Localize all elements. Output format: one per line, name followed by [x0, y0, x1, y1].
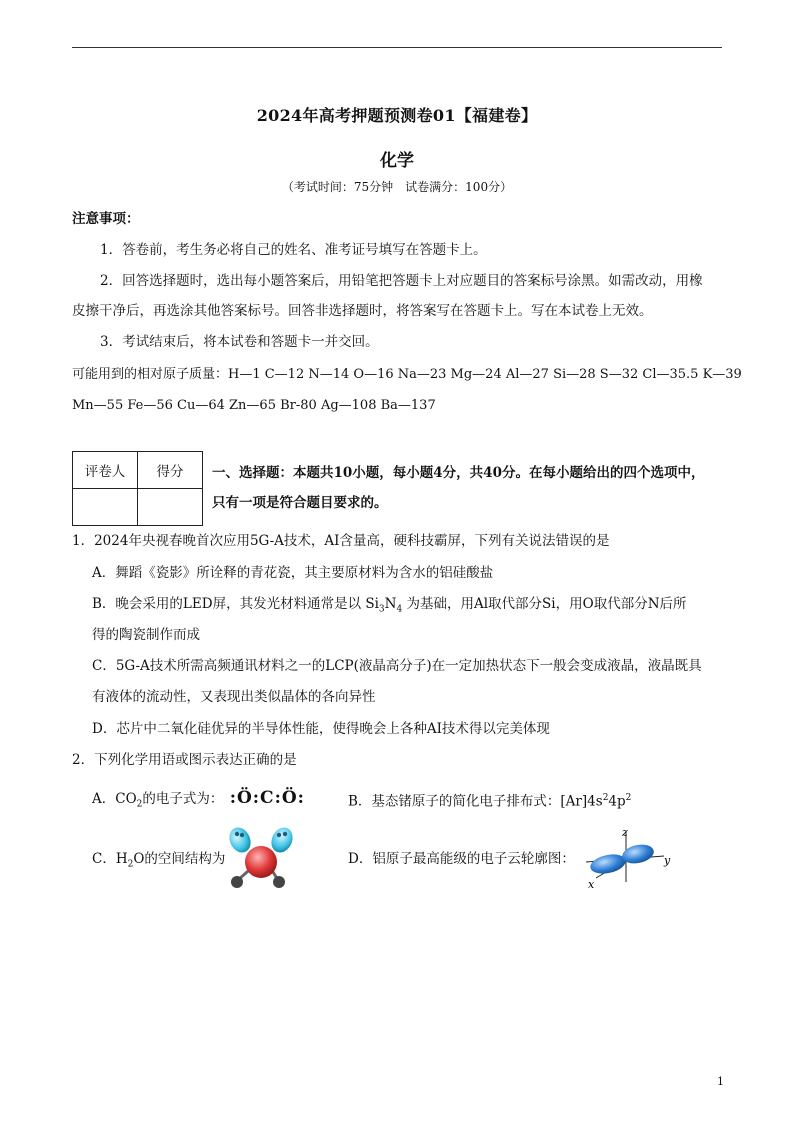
header-rule — [72, 47, 722, 48]
score-table — [72, 451, 203, 526]
q1-b-mid: N — [384, 596, 397, 612]
hydrogen-atom-left — [231, 876, 243, 888]
q2-b-sup1: 2 — [602, 793, 609, 803]
q2-c-sub: 2 — [127, 859, 134, 870]
hydrogen-atom-right — [273, 876, 285, 888]
q2-b-mid: 4p — [608, 793, 626, 810]
q2-option-d: D．铝原子最高能级的电子云轮廓图： — [348, 851, 575, 867]
subject-title: 化学 — [380, 151, 414, 171]
q1-option-c-line1: C．5G-A技术所需高频通讯材料之一的LCP(液晶高分子)在一定加热状态下一般会变成液晶，液晶既具 — [92, 658, 702, 674]
notice-item-1: 1．答卷前，考生务必将自己的姓名、准考证号填写在答题卡上。 — [100, 242, 487, 258]
section-heading-line2: 只有一项是符合题目要求的。 — [212, 495, 388, 511]
q1-option-a: A．舞蹈《瓷影》所诠释的青花瓷，其主要原材料为含水的铝硅酸盐 — [92, 565, 494, 581]
oxygen-atom — [245, 846, 277, 878]
q1-b-sub2: 4 — [396, 604, 403, 615]
q1-b-post: 为基础，用Al取代部分Si，用O取代部分N后所 — [402, 596, 687, 612]
q2-b-pre: B．基态锗原子的简化电子排布式：[Ar]4s — [348, 793, 603, 810]
atomic-mass-line1: 可能用到的相对原子质量：H—1 C—12 N—14 O—16 Na—23 Mg—24 Al—27 Si—28 S—32 Cl—35.5 K—39 — [72, 367, 742, 382]
notice-item-2-line2: 皮擦干净后，再选涂其他答案标号。回答非选择题时，将答案写在答题卡上。写在本试卷上无效。 — [72, 303, 653, 319]
co2-electron-formula: :Ö:C:Ö: — [229, 788, 305, 808]
q1-b-sub1: 3 — [378, 604, 385, 615]
q1-option-b-line1 — [92, 595, 687, 619]
q1-b-pre: B．晚会采用的LED屏，其发光材料通常是以 Si — [92, 596, 379, 612]
axis-x-label: x — [588, 878, 595, 891]
notice-heading: 注意事项： — [72, 211, 140, 227]
q1-option-d: D．芯片中二氧化硅优异的半导体性能，使得晚会上各种AI技术得以完美体现 — [92, 721, 550, 737]
axis-y-label: y — [664, 854, 671, 867]
q2-a-sub: 2 — [136, 799, 143, 810]
q2-c-post: O的空间结构为 — [133, 851, 226, 867]
q1-stem: 1．2024年央视春晚首次应用5G-A技术，AI含量高，硬科技霸屏，下列有关说法错误的是 — [72, 533, 610, 549]
orbital-lobe-left — [589, 851, 628, 876]
page-title: 2024年高考押题预测卷01【福建卷】 — [256, 106, 538, 125]
q2-a-post: 的电子式为： — [142, 791, 224, 807]
notice-item-2-line1: 2．回答选择题时，选出每小题答案后，用铅笔把答题卡上对应题目的答案标号涂黑。如需改动，用橡 — [100, 273, 703, 289]
notice-item-3: 3．考试结束后，将本试卷和答题卡一并交回。 — [100, 334, 379, 350]
section-heading-line1: 一、选择题：本题共10小题，每小题4分，共40分。在每小题给出的四个选项中， — [212, 465, 705, 481]
q2-a-pre: A．CO — [92, 791, 137, 807]
atomic-mass-line2: Mn—55 Fe—56 Cu—64 Zn—65 Br-80 Ag—108 Ba—137 — [72, 398, 436, 413]
q1-option-c-line2: 有液体的流动性，又表现出类似晶体的各向异性 — [92, 689, 376, 705]
q2-option-c — [92, 850, 225, 874]
grader-header: 评卷人 — [73, 452, 138, 489]
h2o-model-figure — [224, 822, 304, 892]
q2-b-sup2: 2 — [625, 793, 632, 803]
exam-meta: （考试时间：75分钟 试卷满分：100分） — [281, 180, 513, 194]
axis-z-label: z — [622, 826, 628, 839]
q2-stem: 2．下列化学用语或图示表达正确的是 — [72, 752, 297, 768]
score-cell[interactable] — [138, 489, 203, 526]
grader-cell[interactable] — [73, 489, 138, 526]
q1-option-b-line2: 得的陶瓷制作而成 — [92, 627, 200, 643]
q2-option-a — [92, 789, 305, 814]
q2-c-pre: C．H — [92, 851, 128, 867]
page-number: 1 — [717, 1075, 724, 1088]
score-header: 得分 — [138, 452, 203, 489]
q2-option-b — [348, 789, 631, 811]
p-orbital-figure — [578, 824, 674, 892]
